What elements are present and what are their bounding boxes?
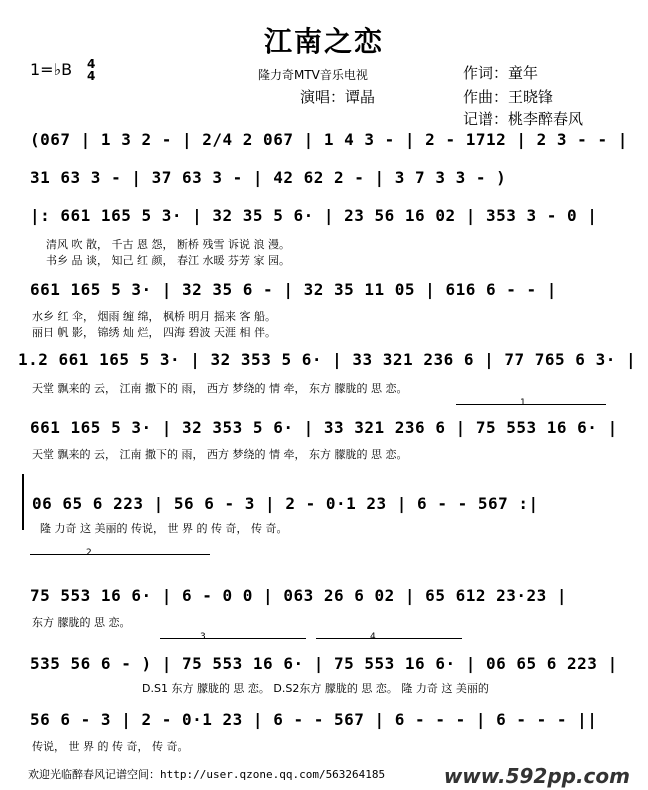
score-row-3: |: 661 165 5 3· | 32 35 5 6· | 23 56 16 02 | 353 3 - 0 | — [30, 206, 598, 225]
time-signature — [87, 58, 95, 82]
meter-bottom: 4 — [87, 69, 96, 83]
volta-3-label: 3 — [200, 632, 206, 642]
lyric-row-6: 天堂 飘来的 云， 江南 撒下的 雨， 西方 梦绕的 情 牵， 东方 朦胧的 思 恋。 — [32, 448, 408, 461]
lyric-row-7: 隆 力奇 这 美丽的 传说， 世 界 的 传 奇， 传 奇。 — [40, 522, 288, 535]
score-row-4: 661 165 5 3· | 32 35 6 - | 32 35 11 05 | 616 6 - - | — [30, 280, 557, 299]
lyric-row-4a: 水乡 红 伞， 烟雨 缠 绵， 枫桥 明月 摇来 客 船。 — [32, 310, 276, 323]
lyricist-credit: 作词：童年 — [463, 64, 539, 82]
lyric-row-8: 东方 朦胧的 思 恋。 — [32, 616, 131, 629]
volta-bracket-2 — [30, 554, 210, 555]
volta-1-label: 1 — [520, 398, 526, 408]
score-row-1: (067 | 1 3 2 - | 2/4 2 067 | 1 4 3 - | 2 - 1712 | 2 3 - - | — [30, 130, 628, 149]
watermark: www.592pp.com — [443, 764, 630, 788]
lyric-row-3a: 清风 吹 散， 千古 恩 怨， 断桥 残雪 诉说 浪 漫。 — [46, 238, 290, 251]
volta-4-label: 4 — [370, 632, 376, 642]
lyric-row-4b: 丽日 帆 影， 锦绣 灿 烂， 四海 碧波 天涯 相 伴。 — [32, 326, 276, 339]
source-label: 隆力奇MTV音乐电视 — [258, 68, 368, 82]
composer-credit: 作曲：王晓锋 — [463, 88, 554, 106]
volta-2-label: 2 — [86, 548, 92, 558]
key-signature: 1=♭B — [30, 60, 73, 79]
singer-credit: 演唱：谭晶 — [300, 88, 376, 106]
lyric-row-5: 天堂 飘来的 云， 江南 撒下的 雨， 西方 梦绕的 情 牵， 东方 朦胧的 思 恋。 — [32, 382, 408, 395]
score-row-9: 535 56 6 - ) | 75 553 16 6· | 75 553 16 6· | 06 65 6 223 | — [30, 654, 618, 673]
score-row-7: 06 65 6 223 | 56 6 - 3 | 2 - 0·1 23 | 6 - - 567 :| — [32, 494, 539, 513]
score-row-10: 56 6 - 3 | 2 - 0·1 23 | 6 - - 567 | 6 - - - | 6 - - - || — [30, 710, 598, 729]
score-row-8: 75 553 16 6· | 6 - 0 0 | 063 26 6 02 | 65 612 23·23 | — [30, 586, 568, 605]
repeat-bar-left — [22, 474, 24, 530]
lyric-row-10: 传说， 世 界 的 传 奇， 传 奇。 — [32, 740, 189, 753]
footer-credit: 欢迎光临醉春风记谱空间：http://user.qzone.qq.com/563264185 — [28, 768, 386, 781]
lyric-row-3b: 书乡 品 谈， 知己 红 颜， 春江 水暖 芬芳 家 园。 — [46, 254, 290, 267]
score-row-5: 1.2 661 165 5 3· | 32 353 5 6· | 33 321 236 6 | 77 765 6 3· | — [18, 350, 637, 369]
lyric-row-9: D.S1 东方 朦胧的 思 恋。 D.S2东方 朦胧的 思 恋。 隆 力奇 这 美丽的 — [142, 682, 489, 695]
song-title: 江南之恋 — [263, 25, 384, 58]
volta-bracket-4 — [316, 638, 462, 639]
volta-bracket-3 — [160, 638, 306, 639]
score-row-6: 661 165 5 3· | 32 353 5 6· | 33 321 236 6 | 75 553 16 6· | — [30, 418, 618, 437]
volta-bracket-1 — [456, 404, 606, 405]
meter-top: 4 — [87, 57, 96, 71]
score-row-2: 31 63 3 - | 37 63 3 - | 42 62 2 - | 3 7 3 3 - ) — [30, 168, 507, 187]
transcriber-credit: 记谱：桃李醉春风 — [463, 110, 584, 128]
